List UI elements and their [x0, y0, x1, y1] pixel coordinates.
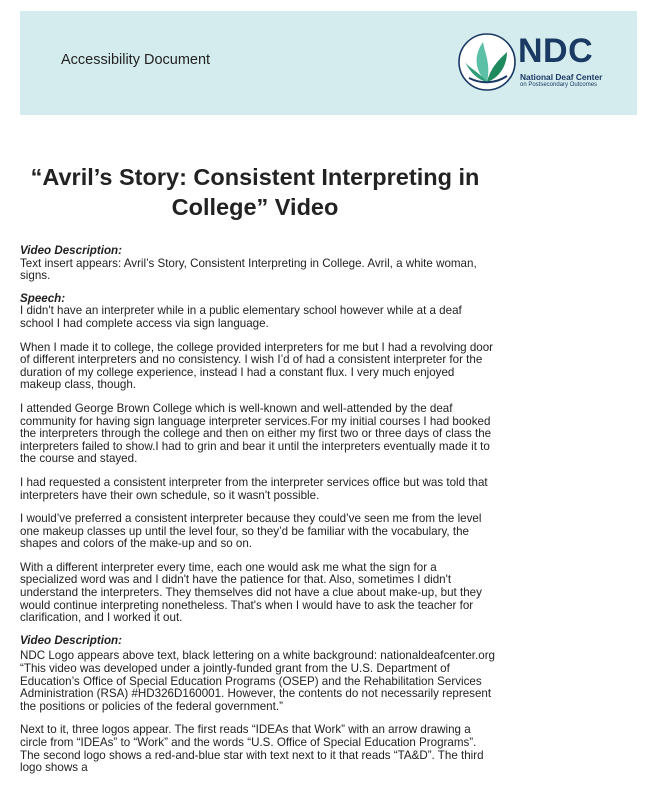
logo-subtitle: National Deaf Center — [520, 72, 603, 82]
speech-paragraph: When I made it to college, the college provided interpreters for me but I had a revolving door of different interpreters and no consistency. I wish I’d of had a consistent interpreter for the duration of my college experience, instead I had a constant flux. I very much enjoyed makeup class, though. — [20, 340, 494, 392]
video-description-text: NDC Logo appears above text, black lettering on a white background: nationaldeafcenter.org “This video was developed under a jointly-funded grant from the U.S. Department of Education’s Office of Special Education Programs (OSEP) and the Rehabilitation Services Administration (RSA) #HD326D160001. However, the contents do not necessarily represent the positions or policies of the federal government.” — [20, 649, 496, 713]
speech-paragraph: I didn't have an interpreter while in a public elementary school however while at a deaf school I had complete access via sign language. — [20, 304, 462, 330]
speech-paragraph: I would’ve preferred a consistent interpreter because they could’ve seen me from the level one makeup classes up until the level four, so they’d be familiar with the vocabulary, the shapes and colors of the make-up and so on. — [20, 512, 482, 551]
speech-paragraph: I had requested a consistent interpreter from the interpreter services office but was told that interpreters have their own schedule, so it wasn't possible. — [20, 475, 488, 502]
title-line-1: “Avril’s Story: Consistent Interpreting in — [30, 164, 480, 190]
video-description-label: Video Description: — [20, 633, 122, 647]
speech-label: Speech: — [20, 291, 66, 305]
header-title: Accessibility Document — [61, 52, 211, 68]
video-description-text: Text insert appears: Avril’s Story, Consistent Interpreting in College. Avril, a white woman, signs. — [20, 256, 477, 283]
video-description-label: Video Description: — [20, 244, 122, 257]
speech-paragraph: With a different interpreter every time, each one would ask me what the sign for a specialized word was and I didn't have the patience for that. Also, sometimes I didn't understand the interpreters. They themselves did not have a clue about make-up, but they would continue interpreting nonetheless. That's when I would have to ask the teacher for clarification, and I worked it out. — [20, 560, 482, 625]
speech-paragraph: I attended George Brown College which is well-known and well-attended by the deaf community for having sign language interpreter services.For my initial courses I had booked the interpreters through the college and then on either my first two or three days of class the interpreters failed to show.I had to grin and bear it until the interpreters eventually made it to the course and stayed. — [20, 401, 492, 466]
document-body — [20, 245, 496, 786]
video-description-text: Next to it, three logos appear. The first reads “IDEAs that Work” with an arrow drawing a circle from “IDEAs” to “Work” and the words “U.S. Office of Special Education Programs”. The second logo shows a red-and-blue star with text next to it that reads “TA&D”. The third logo shows a — [20, 723, 484, 775]
logo-wordmark: NDC — [518, 32, 594, 70]
document-title — [10, 162, 500, 222]
ndc-logo — [457, 32, 627, 94]
document-header — [20, 11, 637, 115]
title-line-2: College” Video — [171, 194, 339, 220]
ndc-leaf-logo-icon — [457, 32, 517, 92]
logo-tagline: on Postsecondary Outcomes — [520, 82, 598, 88]
